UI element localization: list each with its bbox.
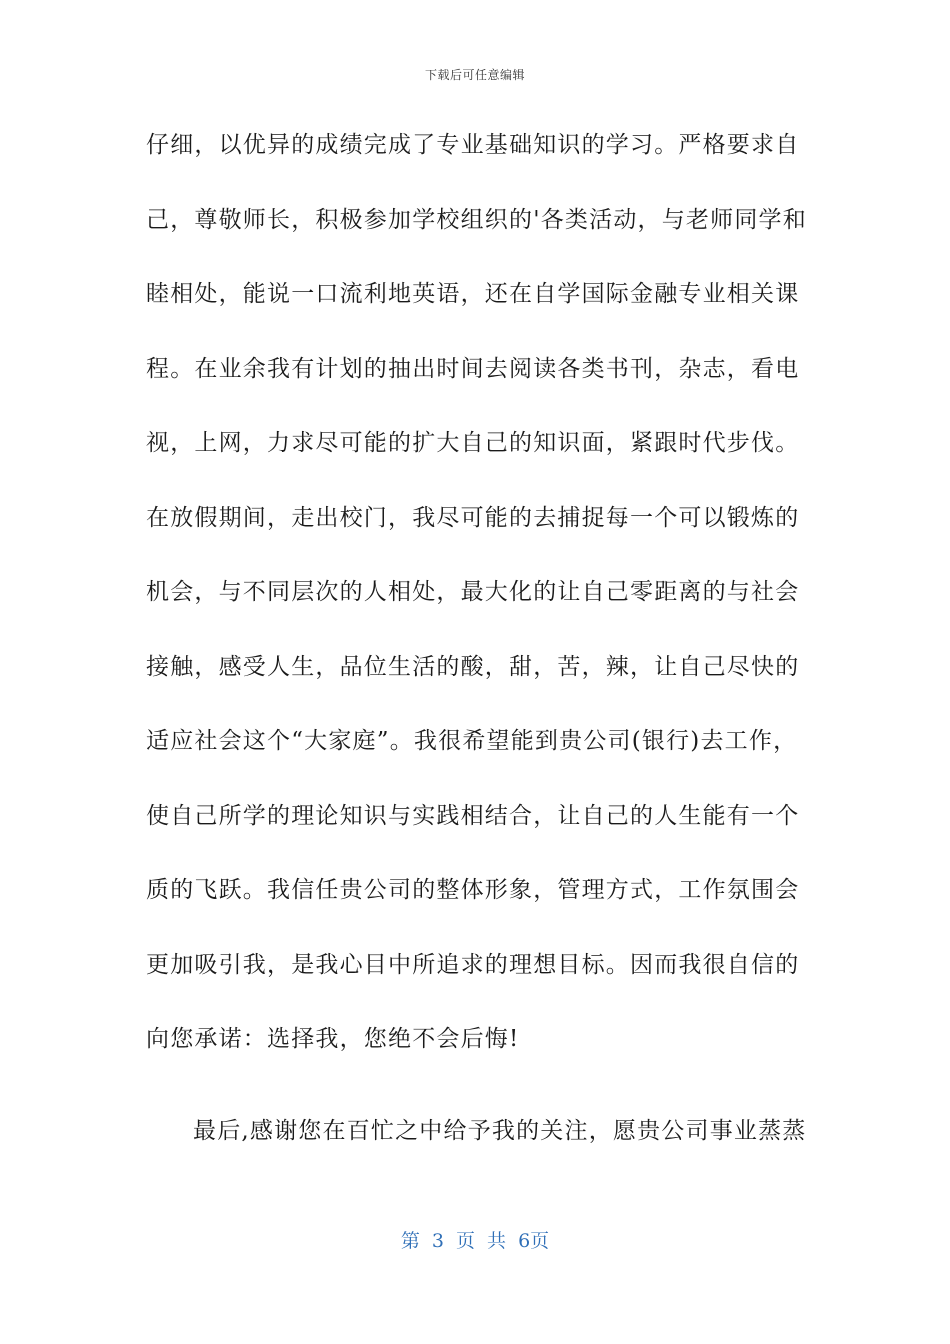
paragraph-line: 质的飞跃。我信任贵公司的整体形象，管理方式，工作氛围会	[146, 877, 800, 903]
paragraph-line: 视，上网，力求尽可能的扩大自己的知识面，紧跟时代步伐。	[146, 430, 800, 456]
document-body	[146, 125, 816, 1186]
page-header: 下载后可任意编辑	[424, 68, 525, 82]
paragraph-line: 仔细，以优异的成绩完成了专业基础知识的学习。严格要求自	[146, 132, 800, 158]
paragraph-line: 机会，与不同层次的人相处，最大化的让自己零距离的与社会	[146, 579, 800, 605]
paragraph-line: 在放假期间，走出校门，我尽可能的去捕捉每一个可以锻炼的	[146, 504, 800, 531]
paragraph-line: 程。在业余我有计划的抽出时间去阅读各类书刊，杂志，看电	[146, 355, 800, 382]
paragraph-line: 使自己所学的理论知识与实践相结合，让自己的人生能有一个	[146, 802, 800, 829]
paragraph-line: 向您承诺：选择我，您绝不会后悔!	[146, 1026, 520, 1052]
closing-paragraph-line: 最后,感谢您在百忙之中给予我的关注，愿贵公司事业蒸蒸	[193, 1118, 807, 1144]
paragraph-line: 更加吸引我，是我心目中所追求的理想目标。因而我很自信的	[146, 951, 800, 978]
paragraph-line: 睦相处，能说一口流利地英语，还在自学国际金融专业相关课	[146, 281, 800, 307]
page-number-footer: 第 3 页 共 6页	[400, 1230, 550, 1252]
paragraph-line: 己，尊敬师长，积极参加学校组织的'各类活动，与老师同学和	[146, 206, 807, 233]
paragraph-line: 适应社会这个“大家庭”。我很希望能到贵公司(银行)去工作，	[146, 728, 798, 754]
paragraph-line: 接触，感受人生，品位生活的酸，甜，苦，辣，让自己尽快的	[146, 653, 800, 680]
